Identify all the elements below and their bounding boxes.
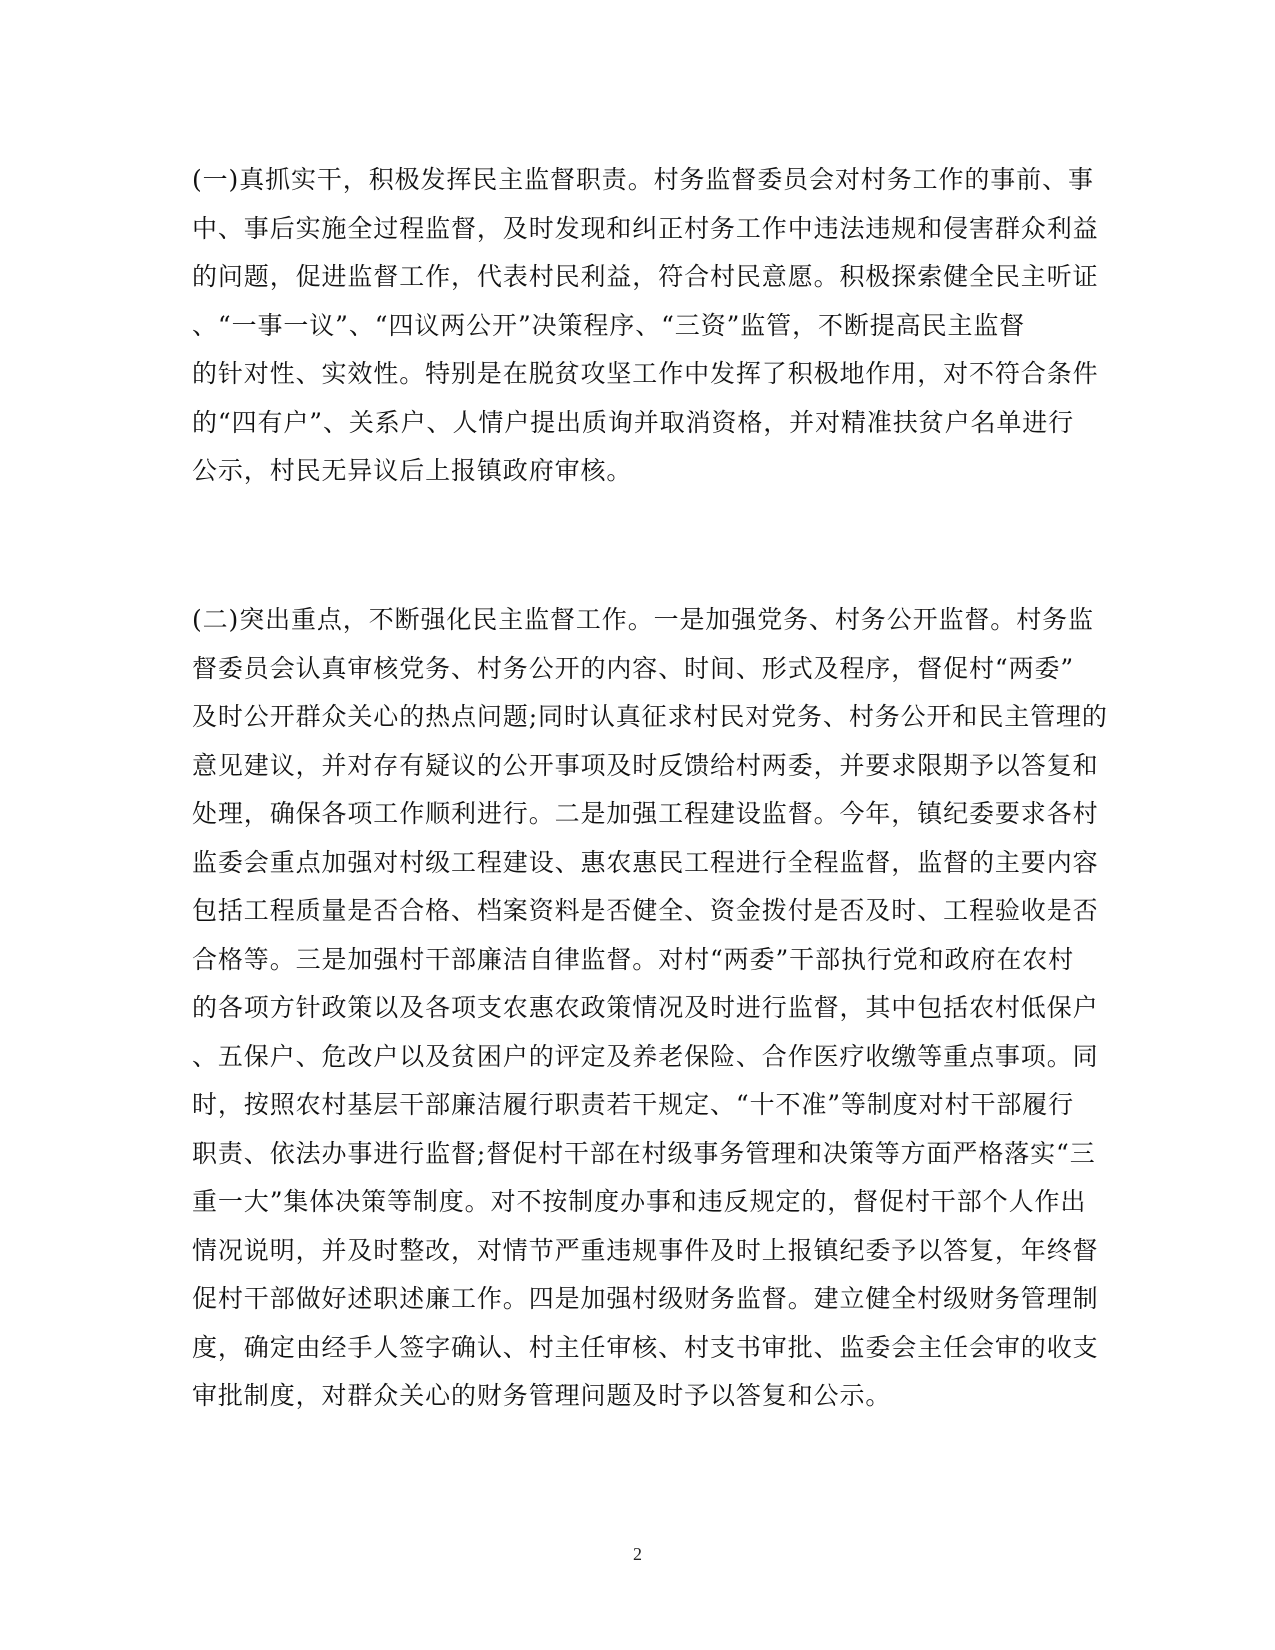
paragraph-line: 监委会重点加强对村级工程建设、惠农惠民工程进行全程监督，监督的主要内容 [192, 847, 1099, 877]
paragraph-line: 情况说明，并及时整改，对情节严重违规事件及时上报镇纪委予以答复，年终督 [192, 1235, 1099, 1265]
paragraph-line: (一)真抓实干，积极发挥民主监督职责。村务监督委员会对村务工作的事前、事 [192, 165, 1094, 194]
paragraph-line: 及时公开群众关心的热点问题;同时认真征求村民对党务、村务公开和民主管理的 [192, 702, 1108, 731]
paragraph-line: 度，确定由经手人签字确认、村主任审核、村支书审批、监委会主任会审的收支 [192, 1332, 1099, 1362]
paragraph-line: 包括工程质量是否合格、档案资料是否健全、资金拨付是否及时、工程验收是否 [192, 896, 1099, 925]
paragraph-line: 的针对性、实效性。特别是在脱贫攻坚工作中发挥了积极地作用，对不符合条件 [192, 359, 1099, 388]
paragraph-line: 、“一事一议”、“四议两公开”决策程序、“三资”监管，不断提高民主监督 [192, 310, 1026, 340]
paragraph-line: 的“四有户”、关系户、人情户提出质询并取消资格，并对精准扶贫户名单进行 [192, 407, 1075, 437]
paragraph-line: (二)突出重点，不断强化民主监督工作。一是加强党务、村务公开监督。村务监 [192, 605, 1094, 634]
paragraph-line: 合格等。三是加强村干部廉洁自律监督。对村“两委”干部执行党和政府在农村 [192, 944, 1075, 974]
paragraph-line: 审批制度，对群众关心的财务管理问题及时予以答复和公示。 [192, 1381, 892, 1410]
paragraph-line: 的问题，促进监督工作，代表村民利益，符合村民意愿。积极探索健全民主听证 [192, 262, 1099, 291]
paragraph-line: 处理，确保各项工作顺利进行。二是加强工程建设监督。今年，镇纪委要求各村 [192, 799, 1099, 828]
page-number: 2 [633, 1544, 642, 1564]
paragraph-line: 中、事后实施全过程监督，及时发现和纠正村务工作中违法违规和侵害群众利益 [192, 213, 1099, 243]
paragraph-2 [192, 596, 1108, 1421]
paragraph-line: 促村干部做好述职述廉工作。四是加强村级财务监督。建立健全村级财务管理制 [192, 1284, 1099, 1313]
paragraph-line: 督委员会认真审核党务、村务公开的内容、时间、形式及程序，督促村“两委” [192, 653, 1075, 683]
paragraph-line: 职责、依法办事进行监督;督促村干部在村级事务管理和决策等方面严格落实“三 [192, 1138, 1096, 1168]
paragraph-line: 重一大”集体决策等制度。对不按制度办事和违反规定的，督促村干部个人作出 [192, 1187, 1087, 1216]
paragraph-line: 公示，村民无异议后上报镇政府审核。 [192, 456, 633, 485]
paragraph-line: 的各项方针政策以及各项支农惠农政策情况及时进行监督，其中包括农村低保户 [192, 993, 1099, 1022]
paragraph-line: 时，按照农村基层干部廉洁履行职责若干规定、“十不准”等制度对村干部履行 [192, 1090, 1075, 1119]
paragraph-line: 意见建议，并对存有疑议的公开事项及时反馈给村两委，并要求限期予以答复和 [192, 750, 1099, 780]
paragraph-line: 、五保户、危改户以及贫困户的评定及养老保险、合作医疗收缴等重点事项。同 [192, 1041, 1099, 1071]
paragraph-1 [192, 156, 1099, 496]
